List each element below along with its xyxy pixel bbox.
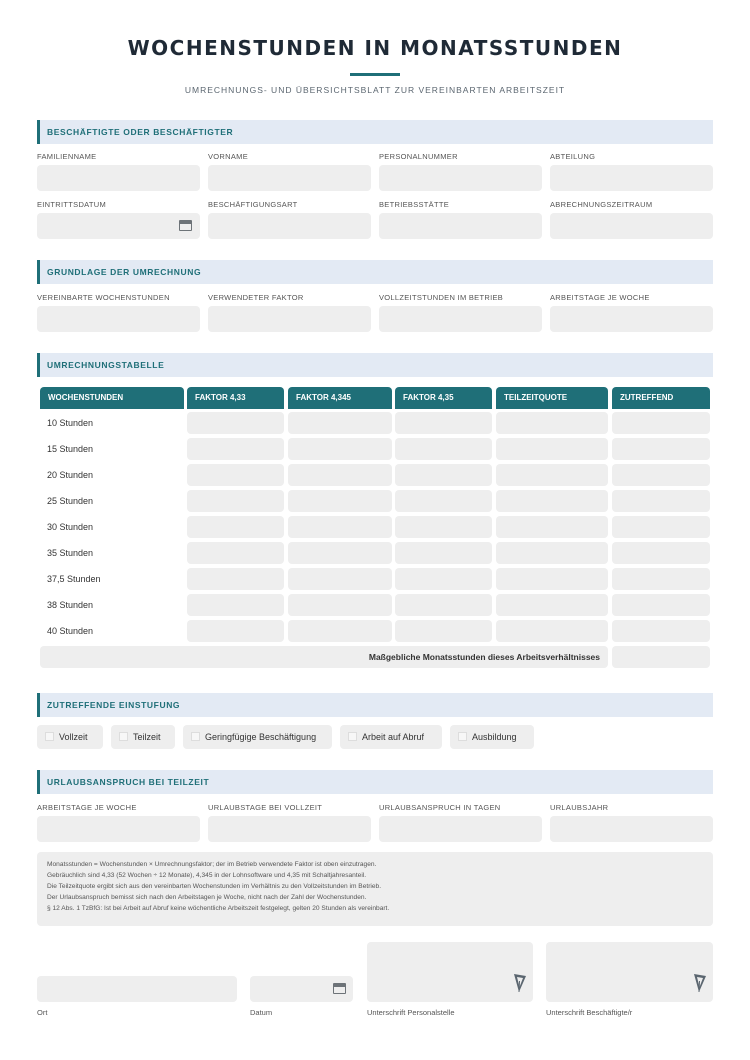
signature-beschaeftigte-label: Unterschrift Beschäftigte/r bbox=[546, 1008, 633, 1017]
section-vacation-heading: URLAUBSANSPRUCH BEI TEILZEIT bbox=[37, 770, 713, 794]
section-basis-heading: GRUNDLAGE DER UMRECHNUNG bbox=[37, 260, 713, 284]
table-cell[interactable] bbox=[395, 490, 492, 512]
table-cell[interactable] bbox=[288, 594, 392, 616]
table-cell[interactable] bbox=[288, 412, 392, 434]
urlaub-arbeitstage-label: ARBEITSTAGE JE WOCHE bbox=[37, 803, 137, 812]
table-cell[interactable] bbox=[496, 438, 608, 460]
table-cell[interactable] bbox=[612, 412, 710, 434]
section-employee-heading: BESCHÄFTIGTE ODER BESCHÄFTIGTER bbox=[37, 120, 713, 144]
table-cell[interactable] bbox=[187, 568, 284, 590]
table-cell[interactable] bbox=[612, 490, 710, 512]
pen-icon bbox=[692, 972, 708, 994]
table-cell[interactable] bbox=[288, 516, 392, 538]
checkbox-geringfuegig[interactable] bbox=[183, 725, 332, 749]
checkbox-label: Teilzeit bbox=[133, 732, 161, 742]
urlaubsanspruch-field[interactable] bbox=[379, 816, 542, 842]
abteilung-label: ABTEILUNG bbox=[550, 152, 596, 161]
calendar-icon[interactable] bbox=[333, 983, 346, 994]
column-header-faktor-435: FAKTOR 4,35 bbox=[395, 387, 492, 409]
abrechnungszeitraum-label: ABRECHNUNGSZEITRAUM bbox=[550, 200, 653, 209]
checkbox-box[interactable] bbox=[191, 732, 200, 741]
table-cell[interactable] bbox=[612, 464, 710, 486]
signature-beschaeftigte-field[interactable] bbox=[546, 942, 713, 1002]
datum-field[interactable] bbox=[250, 976, 353, 1002]
checkbox-label: Arbeit auf Abruf bbox=[362, 732, 425, 742]
row-label: 30 Stunden bbox=[47, 522, 94, 532]
signature-personalstelle-field[interactable] bbox=[367, 942, 533, 1002]
table-cell[interactable] bbox=[187, 542, 284, 564]
table-cell[interactable] bbox=[288, 438, 392, 460]
checkbox-vollzeit[interactable] bbox=[37, 725, 103, 749]
checkbox-ausbildung[interactable] bbox=[450, 725, 534, 749]
ort-label: Ort bbox=[37, 1008, 48, 1017]
table-cell[interactable] bbox=[395, 516, 492, 538]
table-cell[interactable] bbox=[612, 542, 710, 564]
table-cell[interactable] bbox=[395, 594, 492, 616]
personalnummer-field[interactable] bbox=[379, 165, 542, 191]
table-cell[interactable] bbox=[612, 438, 710, 460]
column-header-zutreffend: ZUTREFFEND bbox=[612, 387, 710, 409]
personalnummer-label: PERSONALNUMMER bbox=[379, 152, 458, 161]
note-line: Der Urlaubsanspruch bemisst sich nach den Arbeitstagen je Woche, nicht nach der Zahl der Wochenstunden. bbox=[47, 894, 367, 901]
betriebsstaette-label: BETRIEBSSTÄTTE bbox=[379, 200, 450, 209]
section-classification-heading: ZUTREFFENDE EINSTUFUNG bbox=[37, 693, 713, 717]
table-cell[interactable] bbox=[395, 438, 492, 460]
urlaub-arbeitstage-field[interactable] bbox=[37, 816, 200, 842]
table-cell[interactable] bbox=[187, 516, 284, 538]
arbeitstage-label: ARBEITSTAGE JE WOCHE bbox=[550, 293, 650, 302]
beschaeftigungsart-label: BESCHÄFTIGUNGSART bbox=[208, 200, 298, 209]
betriebsstaette-field[interactable] bbox=[379, 213, 542, 239]
table-cell[interactable] bbox=[187, 594, 284, 616]
table-cell[interactable] bbox=[612, 594, 710, 616]
wochenstunden-field[interactable] bbox=[37, 306, 200, 332]
table-cell[interactable] bbox=[496, 490, 608, 512]
signature-personalstelle-label: Unterschrift Personalstelle bbox=[367, 1008, 455, 1017]
checkbox-box[interactable] bbox=[348, 732, 357, 741]
row-label: 37,5 Stunden bbox=[47, 574, 101, 584]
table-cell[interactable] bbox=[187, 620, 284, 642]
checkbox-label: Vollzeit bbox=[59, 732, 88, 742]
table-cell[interactable] bbox=[187, 412, 284, 434]
table-cell[interactable] bbox=[496, 620, 608, 642]
eintrittsdatum-field[interactable] bbox=[37, 213, 200, 239]
table-cell[interactable] bbox=[496, 594, 608, 616]
eintrittsdatum-label: EINTRITTSDATUM bbox=[37, 200, 107, 209]
vollzeit-field[interactable] bbox=[379, 306, 542, 332]
table-cell[interactable] bbox=[612, 516, 710, 538]
summary-value-cell[interactable] bbox=[612, 646, 710, 668]
notes-box bbox=[37, 852, 713, 926]
table-cell[interactable] bbox=[496, 464, 608, 486]
table-cell[interactable] bbox=[187, 490, 284, 512]
familienname-label: FAMILIENNAME bbox=[37, 152, 97, 161]
note-line: Die Teilzeitquote ergibt sich aus den vereinbarten Wochenstunden im Verhältnis zu den Vollzeitstunden im Betrieb. bbox=[47, 883, 382, 890]
table-cell[interactable] bbox=[395, 412, 492, 434]
wochenstunden-label: VEREINBARTE WOCHENSTUNDEN bbox=[37, 293, 170, 302]
table-cell[interactable] bbox=[395, 542, 492, 564]
table-cell[interactable] bbox=[496, 568, 608, 590]
row-label: 20 Stunden bbox=[47, 470, 94, 480]
table-cell[interactable] bbox=[187, 464, 284, 486]
calendar-icon[interactable] bbox=[179, 220, 192, 231]
title-divider bbox=[350, 73, 400, 76]
row-label: 35 Stunden bbox=[47, 548, 94, 558]
table-cell[interactable] bbox=[612, 568, 710, 590]
page-subtitle: UMRECHNUNGS- UND ÜBERSICHTSBLATT ZUR VEREINBARTEN ARBEITSZEIT bbox=[184, 85, 566, 95]
familienname-field[interactable] bbox=[37, 165, 200, 191]
summary-label: Maßgebliche Monatsstunden dieses Arbeitsverhältnisses bbox=[368, 652, 600, 662]
table-cell[interactable] bbox=[288, 620, 392, 642]
checkbox-arbeit-auf-abruf[interactable] bbox=[340, 725, 442, 749]
table-cell[interactable] bbox=[187, 438, 284, 460]
page-title: WOCHENSTUNDEN IN MONATSSTUNDEN bbox=[127, 36, 623, 60]
checkbox-teilzeit[interactable] bbox=[111, 725, 175, 749]
section-table-heading: UMRECHNUNGSTABELLE bbox=[37, 353, 713, 377]
table-cell[interactable] bbox=[496, 412, 608, 434]
table-cell[interactable] bbox=[612, 620, 710, 642]
note-line: Gebräuchlich sind 4,33 (52 Wochen ÷ 12 Monate), 4,345 in der Lohnsoftware und 4,35 mit Schaltjahresanteil. bbox=[47, 872, 367, 879]
ort-field[interactable] bbox=[37, 976, 237, 1002]
row-label: 25 Stunden bbox=[47, 496, 94, 506]
table-cell[interactable] bbox=[395, 620, 492, 642]
vorname-field[interactable] bbox=[208, 165, 371, 191]
note-line: Monatsstunden = Wochenstunden × Umrechnungsfaktor; der im Betrieb verwendete Faktor ist oben einzutragen. bbox=[47, 861, 377, 868]
abteilung-field[interactable] bbox=[550, 165, 713, 191]
beschaeftigungsart-field[interactable] bbox=[208, 213, 371, 239]
row-label: 38 Stunden bbox=[47, 600, 94, 610]
urlaubsanspruch-label: URLAUBSANSPRUCH IN TAGEN bbox=[379, 803, 501, 812]
table-cell[interactable] bbox=[496, 516, 608, 538]
column-header-faktor-4345: FAKTOR 4,345 bbox=[288, 387, 392, 409]
vollzeit-label: VOLLZEITSTUNDEN IM BETRIEB bbox=[379, 293, 504, 302]
checkbox-label: Ausbildung bbox=[472, 732, 517, 742]
row-label: 15 Stunden bbox=[47, 444, 94, 454]
column-header-faktor-433: FAKTOR 4,33 bbox=[187, 387, 284, 409]
note-line: § 12 Abs. 1 TzBfG: Ist bei Arbeit auf Abruf keine wöchentliche Arbeitszeit festgelegt, gelten 20 Stunden als vereinbart. bbox=[47, 905, 390, 912]
table-cell[interactable] bbox=[288, 464, 392, 486]
urlaubsjahr-label: URLAUBSJAHR bbox=[550, 803, 609, 812]
abrechnungszeitraum-field[interactable] bbox=[550, 213, 713, 239]
faktor-label: VERWENDETER FAKTOR bbox=[208, 293, 304, 302]
datum-label: Datum bbox=[250, 1008, 273, 1017]
table-cell[interactable] bbox=[288, 568, 392, 590]
checkbox-box[interactable] bbox=[458, 732, 467, 741]
column-header-wochenstunden: WOCHENSTUNDEN bbox=[40, 387, 184, 409]
table-cell[interactable] bbox=[395, 568, 492, 590]
vorname-label: VORNAME bbox=[208, 152, 249, 161]
checkbox-label: Geringfügige Beschäftigung bbox=[205, 732, 317, 742]
arbeitstage-field[interactable] bbox=[550, 306, 713, 332]
checkbox-box[interactable] bbox=[119, 732, 128, 741]
row-label: 10 Stunden bbox=[47, 418, 94, 428]
pen-icon bbox=[512, 972, 528, 994]
column-header-teilzeitquote: TEILZEITQUOTE bbox=[496, 387, 608, 409]
table-cell[interactable] bbox=[288, 490, 392, 512]
faktor-field[interactable] bbox=[208, 306, 371, 332]
urlaubstage-field[interactable] bbox=[208, 816, 371, 842]
table-cell[interactable] bbox=[496, 542, 608, 564]
table-cell[interactable] bbox=[288, 542, 392, 564]
urlaubsjahr-field[interactable] bbox=[550, 816, 713, 842]
row-label: 40 Stunden bbox=[47, 626, 94, 636]
urlaubstage-label: URLAUBSTAGE BEI VOLLZEIT bbox=[208, 803, 323, 812]
checkbox-box[interactable] bbox=[45, 732, 54, 741]
table-cell[interactable] bbox=[395, 464, 492, 486]
